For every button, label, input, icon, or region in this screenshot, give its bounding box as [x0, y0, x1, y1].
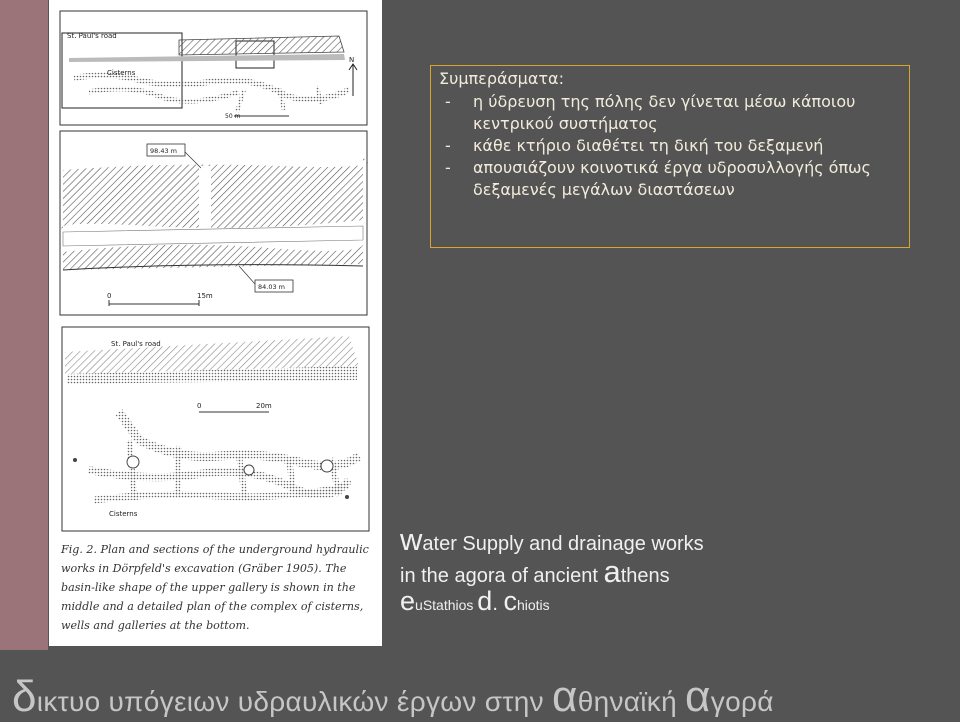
conclusions-heading: Συμπεράσματα: — [439, 69, 564, 88]
panel2-scale-start: 0 — [107, 292, 112, 300]
panel-top-plan — [60, 11, 367, 125]
presentation-credits — [400, 522, 840, 618]
panel1-cisterns-label: Cisterns — [107, 69, 136, 77]
panel-bottom-plan — [62, 327, 369, 531]
credits-line-1: water Supply and drainage works — [400, 522, 704, 557]
elevation-top-label: 98.43 m — [150, 147, 178, 155]
panel3-road-label: St. Paul's road — [111, 340, 161, 348]
north-arrow-label: N — [349, 56, 355, 64]
panel1-scale-label: 50 m — [225, 113, 241, 120]
elevation-bottom-label: 84.03 m — [258, 283, 286, 291]
left-accent-band — [0, 0, 48, 650]
panel3-cisterns-label: Cisterns — [109, 510, 138, 518]
list-item: - η ύδρευση της πόλης δεν γίνεται μέσω κάποιου κεντρικού συστήματος — [445, 92, 856, 133]
panel-middle-section — [60, 131, 368, 315]
list-item: - κάθε κτήριο διαθέτει τη δική του δεξαμενή — [445, 136, 824, 155]
conclusions-box — [430, 65, 910, 248]
figure-caption: Fig. 2. Plan and sections of the underground hydraulic works in Dörpfeld's excavation (Gräber 1905). The basin-like shape of the upper gallery is shown in the middle and a detailed plan of the complex of cisterns, wells and galleries at the bottom. — [61, 543, 369, 632]
conclusion-text: η ύδρευση της πόλης δεν γίνεται μέσω κάποιου κεντρικού συστήματος — [473, 92, 856, 133]
conclusion-text: απουσιάζουν κοινοτικά έργα υδροσυλλογής όπως δεξαμενές μεγάλων διαστάσεων — [473, 158, 871, 199]
panel3-scale-start: 0 — [197, 402, 202, 410]
conclusions-list — [439, 91, 901, 201]
panel3-scale-end: 20m — [256, 402, 272, 410]
credits-line-2: in the agora of ancient athens — [400, 554, 670, 589]
slide-title: δικτυο υπόγειων υδραυλικών έργων στην αθηναϊκή αγορά — [12, 672, 774, 721]
list-item: - απουσιάζουν κοινοτικά έργα υδροσυλλογής όπως δεξαμενές μεγάλων διαστάσεων — [445, 158, 871, 199]
panel2-scale-end: 15m — [197, 292, 213, 300]
credits-author: euStathios d. chiotis — [400, 586, 550, 616]
conclusion-text: κάθε κτήριο διαθέτει τη δική του δεξαμενή — [473, 136, 824, 155]
panel1-road-label: St. Paul's road — [67, 32, 117, 40]
